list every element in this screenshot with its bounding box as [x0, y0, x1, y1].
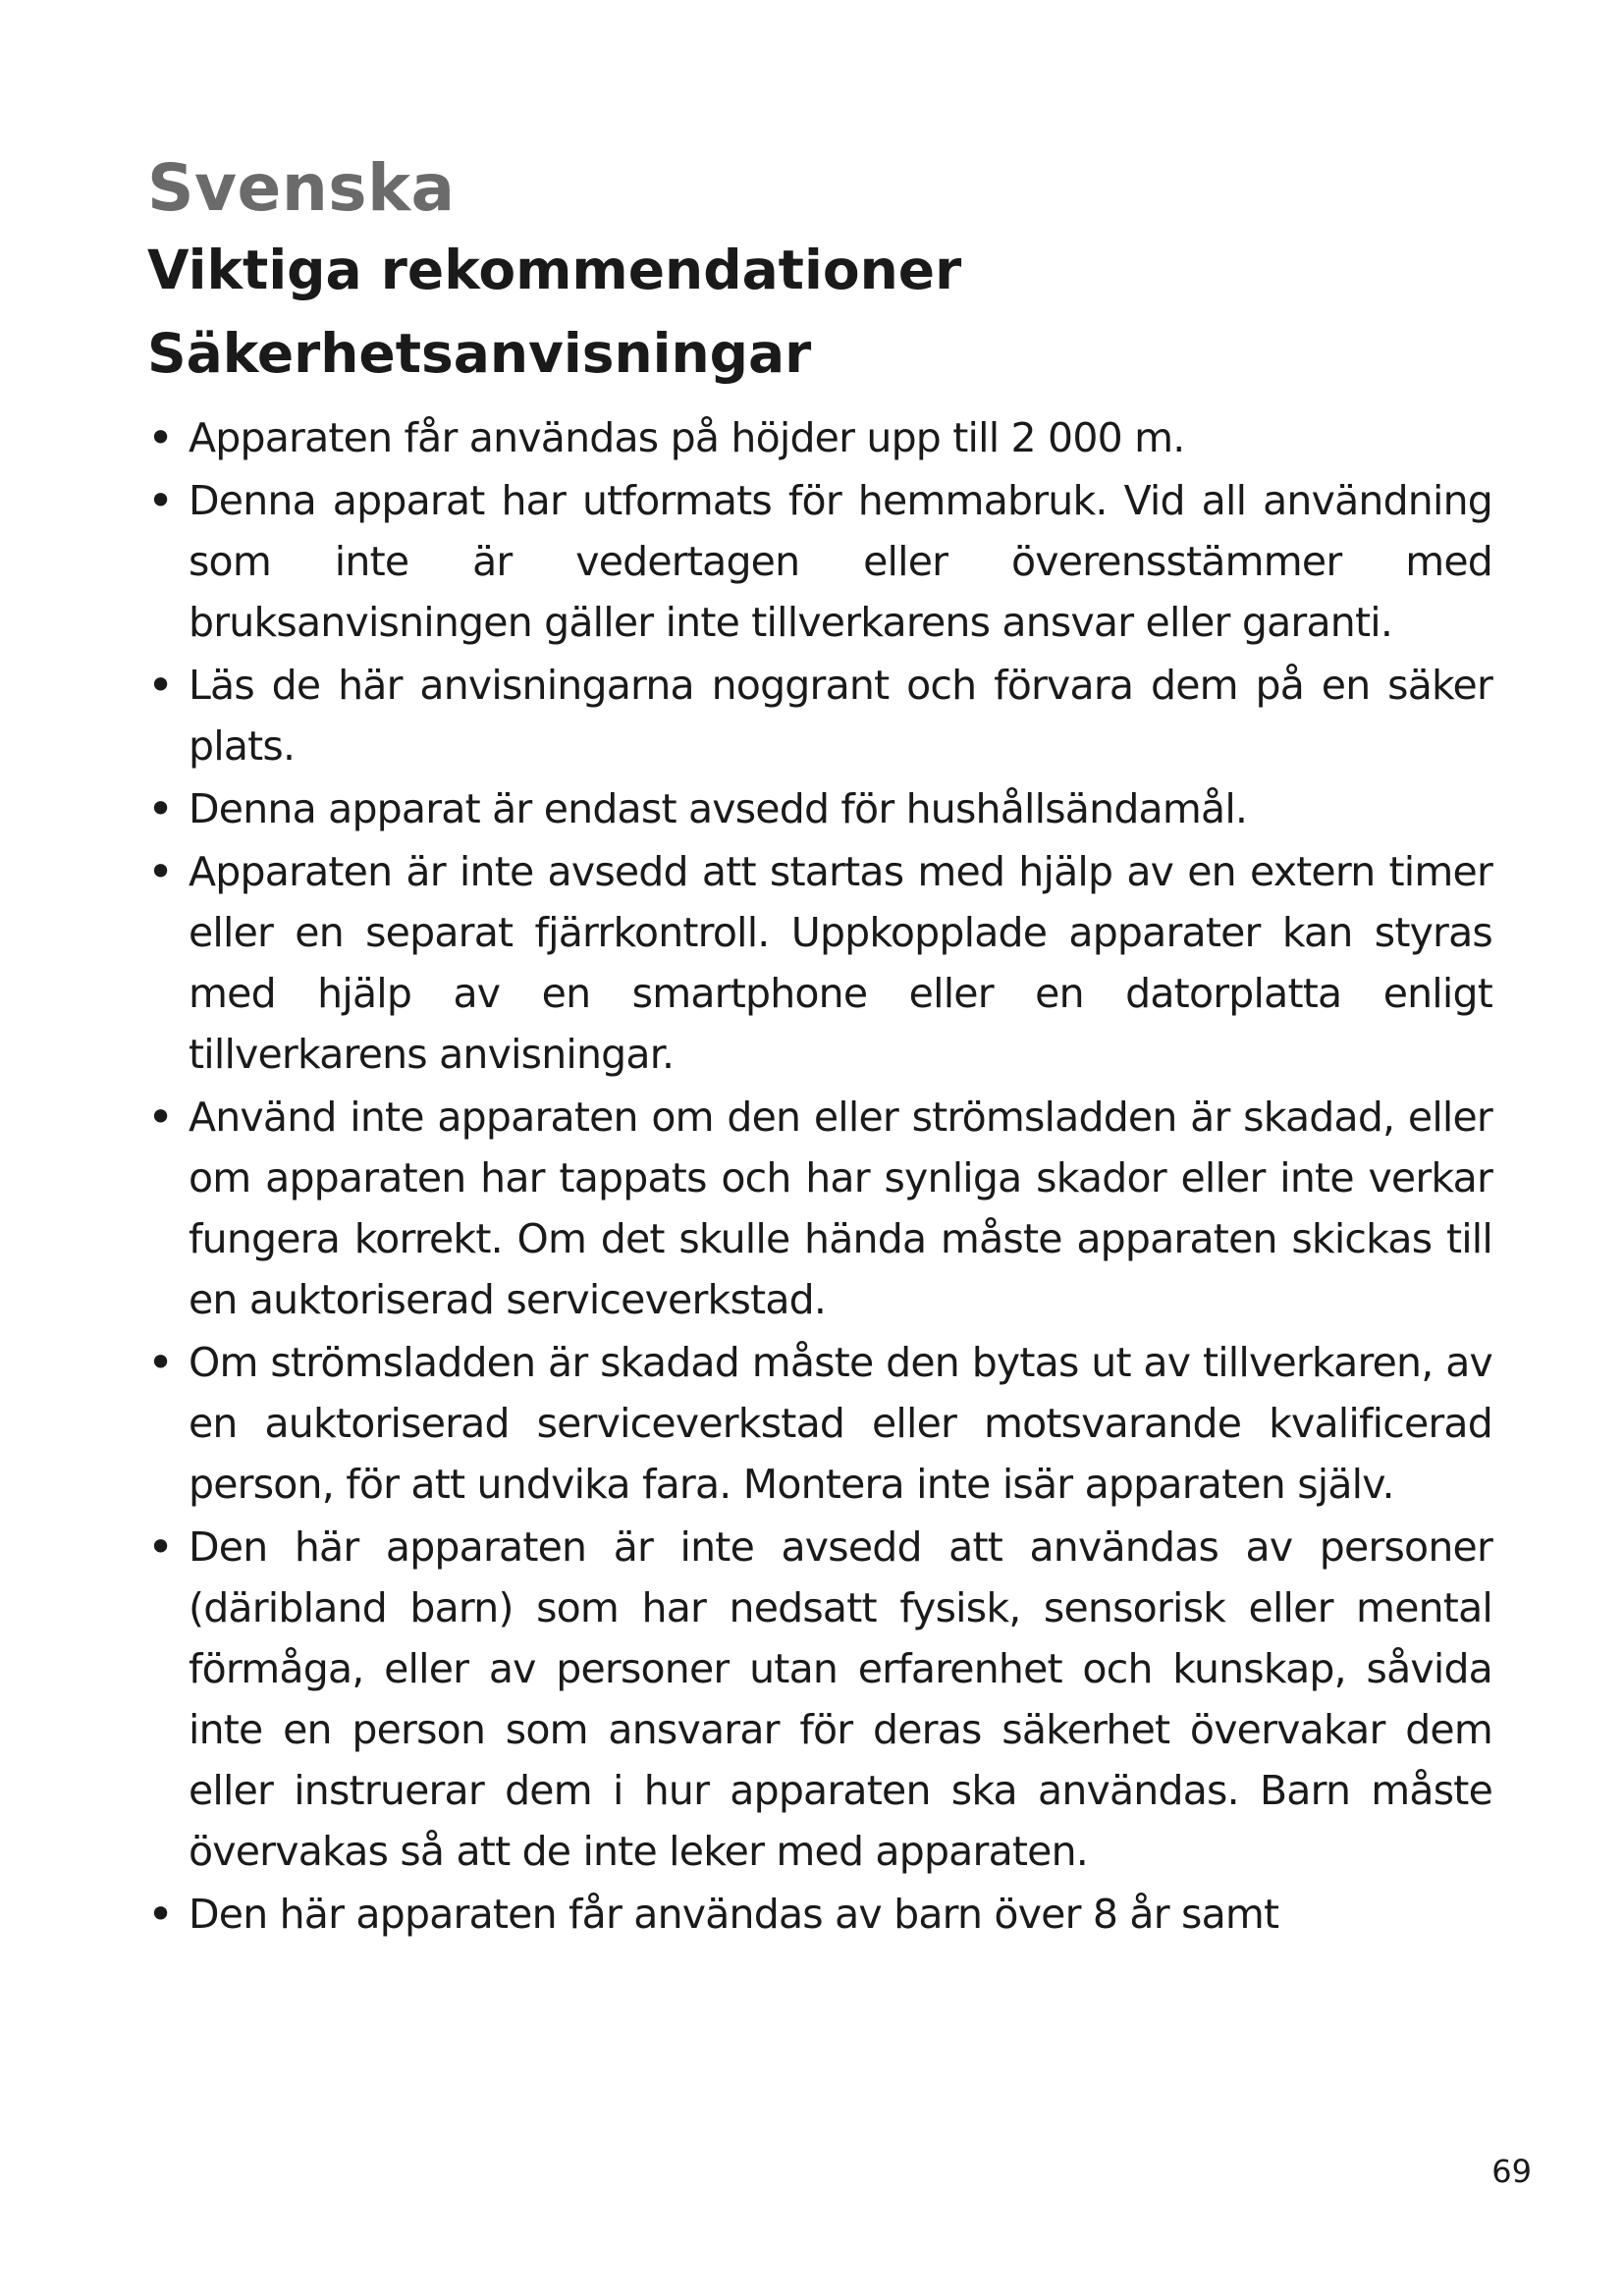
- bullet-icon: •: [147, 1888, 175, 1941]
- section-heading: Viktiga rekommendationer: [147, 239, 962, 301]
- bullet-icon: •: [147, 845, 175, 898]
- bullet-icon: •: [147, 1091, 175, 1144]
- list-item-text: Denna apparat har utformats för hemmabruk. Vid all användning som inte är vedertagen eller överensstämmer med bruksanvisningen gäller inte tillverkarens ansvar eller garanti.: [189, 477, 1492, 646]
- list-item: [147, 1332, 1492, 1515]
- bullet-icon: •: [147, 474, 175, 527]
- list-item-text: Läs de här anvisningarna noggrant och förvara dem på en säker plats.: [189, 662, 1492, 770]
- bullet-icon: •: [147, 1521, 175, 1574]
- list-item: [147, 1517, 1492, 1882]
- bullet-icon: •: [147, 411, 175, 464]
- bullet-icon: •: [147, 659, 175, 712]
- list-item: [147, 778, 1492, 839]
- bullet-icon: •: [147, 782, 175, 835]
- list-item-text: Denna apparat är endast avsedd för hushållsändamål.: [189, 785, 1248, 832]
- list-item-text: Den här apparaten är inte avsedd att användas av personer (däribland barn) som har nedsatt fysisk, sensorisk eller mental förmåga, eller av personer utan erfarenhet och kunskap, såvida inte en person som ansvarar för deras säkerhet övervakar dem eller instruerar dem i hur apparaten ska användas. Barn måste övervakas så att de inte leker med apparaten.: [189, 1523, 1492, 1875]
- list-item-text: Den här apparaten får användas av barn över 8 år samt: [189, 1891, 1279, 1938]
- language-title: Svenska: [147, 150, 456, 226]
- list-item: [147, 1884, 1492, 1945]
- page-number: 69: [1491, 2153, 1532, 2190]
- list-item-text: Använd inte apparaten om den eller strömsladden är skadad, eller om apparaten har tappats och har synliga skador eller inte verkar fungera korrekt. Om det skulle hända måste apparaten skickas till en auktoriserad serviceverkstad.: [189, 1094, 1492, 1323]
- list-item-text: Apparaten är inte avsedd att startas med hjälp av en extern timer eller en separat fjärrkontroll. Uppkopplade apparater kan styras med hjälp av en smartphone eller en datorplatta enligt tillverkarens anvisningar.: [189, 848, 1492, 1078]
- list-item: [147, 655, 1492, 776]
- list-item: [147, 841, 1492, 1085]
- list-item-text: Om strömsladden är skadad måste den bytas ut av tillverkaren, av en auktoriserad serviceverkstad eller motsvarande kvalificerad person, för att undvika fara. Montera inte isär apparaten själv.: [189, 1339, 1492, 1508]
- subsection-heading: Säkerhetsanvisningar: [147, 322, 812, 385]
- list-item: [147, 1087, 1492, 1330]
- safety-instructions-list: [147, 407, 1492, 1947]
- list-item: [147, 407, 1492, 468]
- list-item-text: Apparaten får användas på höjder upp till 2 000 m.: [189, 414, 1185, 461]
- bullet-icon: •: [147, 1336, 175, 1389]
- list-item: [147, 470, 1492, 653]
